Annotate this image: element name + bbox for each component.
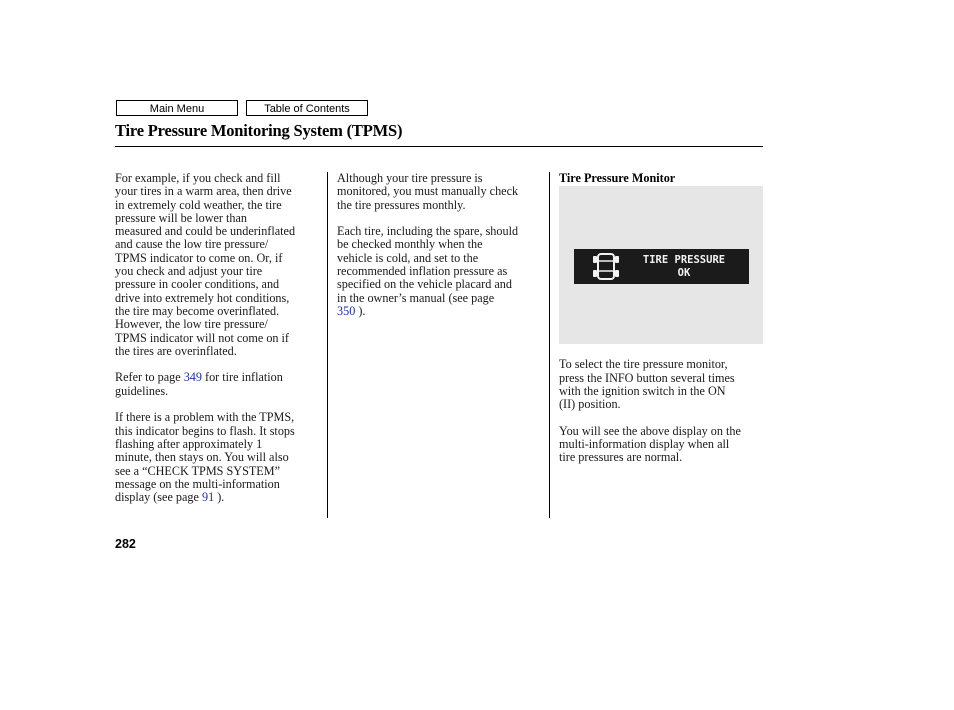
paragraph-display-normal: You will see the above display on the multi-information display when all tire pressures are normal.	[559, 423, 741, 465]
column-divider-2	[549, 172, 550, 518]
text-segment: ).	[214, 490, 225, 505]
column-left	[115, 172, 323, 518]
paragraph-manual-check: Although your tire pressure is monitored, you must manually check the tire pressures monthly.	[337, 171, 519, 212]
column-divider-1	[327, 172, 328, 518]
paragraph-select-monitor: To select the tire pressure monitor, press the INFO button several times with the ignition switch in the ON (II) position.	[559, 357, 735, 412]
paragraph-tpms-problem	[115, 411, 323, 504]
column-right	[559, 172, 763, 478]
text-segment: for tire inflation guidelines.	[115, 370, 283, 398]
page-link-91[interactable]: 91	[201, 490, 215, 505]
text-segment: ).	[355, 303, 366, 318]
text-segment: Refer to page	[115, 370, 184, 385]
section-subheading: Tire Pressure Monitor	[559, 171, 676, 185]
page-link-350[interactable]: 350	[337, 303, 356, 318]
column-middle	[337, 172, 545, 332]
page-number: 282	[115, 537, 136, 551]
paragraph-temperature-effects: For example, if you check and fill your tires in a warm area, then drive in extremely cold weather, the tire pressure will be lower than measured and could be underinflated and cause the low tire pressure/ TPMS indicator to come on. Or, if you check and adjust your tire pressure in cooler conditions, and drive into extremely hot conditions, the tire may become overinflated. However, the low tire pressure/ TPMS indicator will not come on if the tires are overinflated.	[115, 171, 296, 358]
display-message	[634, 254, 734, 280]
car-tires-icon	[592, 252, 620, 281]
paragraph-inflation-reference	[115, 371, 323, 398]
text-segment: Each tire, including the spare, should be checked monthly when the vehicle is cold, and set to the recommended inflation pressure as specified on the vehicle placard and in the owner’s manual (see page	[337, 224, 519, 305]
display-line-1: TIRE PRESSURE	[642, 254, 726, 267]
text-segment: If there is a problem with the TPMS, this indicator begins to flash. It stops flashing after approximately 1 minute, then stays on. You will also see a “CHECK TPMS SYSTEM” message on the multi-information display (see page	[115, 410, 295, 505]
page-link-349[interactable]: 349	[183, 370, 202, 385]
page-title: Tire Pressure Monitoring System (TPMS)	[115, 121, 403, 140]
title-divider	[115, 146, 763, 147]
multi-info-display	[574, 249, 749, 284]
table-of-contents-button[interactable]: Table of Contents	[246, 100, 368, 116]
display-illustration	[559, 186, 763, 344]
paragraph-monthly-check	[337, 225, 545, 318]
main-menu-button[interactable]: Main Menu	[116, 100, 238, 116]
display-line-2: OK	[677, 267, 691, 280]
